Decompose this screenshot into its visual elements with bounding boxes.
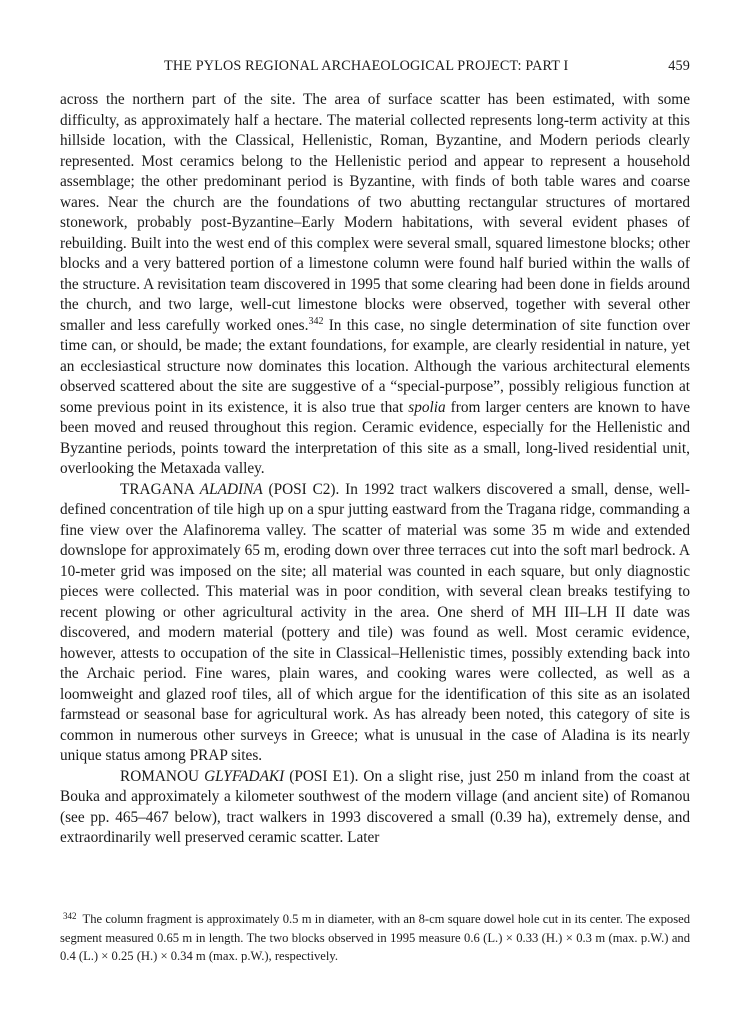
- italic-term: spolia: [408, 398, 446, 416]
- footnote-reference: 342: [308, 315, 324, 327]
- paragraph-continuation: [60, 90, 690, 480]
- body-text: [60, 90, 690, 849]
- text-run: In this case, no single determination of site function over time can, or should, be made; the extant foundations, for example, are clearly residential in nature, yet an ecclesiastical structure now dominates this location. Although the various architectural elements observed scattered about the site are suggestive of a “special-purpose”, possibly religious function at some previous point in its existence, it is also true that: [60, 316, 690, 416]
- footnote-number: 342: [63, 911, 77, 921]
- footnote: [60, 907, 690, 966]
- site-toponym: GLYFADAKI: [204, 767, 285, 785]
- footnote-text: The column fragment is approximately 0.5 m in diameter, with an 8-cm square dowel hole cut in its center. The exposed segment measured 0.65 m in length. The two blocks observed in 1995 measure 0.6 (L.) × 0.33 (H.) × 0.3 m (max. p.W.) and 0.4 (L.) × 0.25 (H.) × 0.34 m (max. p.W.), respectively.: [60, 912, 690, 964]
- paragraph-romanou-glyfadaki: [60, 767, 690, 849]
- running-title: THE PYLOS REGIONAL ARCHAEOLOGICAL PROJECT: PART I: [164, 58, 569, 74]
- text-run: (POSI C2). In 1992 tract walkers discovered a small, dense, well-defined concentration of tile high up on a spur jutting eastward from the Tragana ridge, commanding a fine view over the Alafinorema valley. The scatter of material was some 35 m wide and extended downslope for approximately 65 m, eroding down over three terraces cut into the soft marl bedrock. A 10-meter grid was imposed on the site; all material was counted in each square, but only diagnostic pieces were collected. This material was in poor condition, with several clean breaks testifying to recent plowing or other agricultural activity in the area. One sherd of MH III–LH II date was discovered, and modern material (pottery and tile) was found as well. Most ceramic evidence, however, attests to occupation of the site in Classical–Hellenistic times, possibly extending back into the Archaic period. Fine wares, plain wares, and cooking wares were collected, as well as a loomweight and glazed roof tiles, all of which argue for the identification of this site as an isolated farmstead or seasonal base for agricultural work. As has already been noted, this category of site is common in numerous other surveys in Greece; what is unusual in the case of Aladina is its nearly unique status among PRAP sites.: [60, 480, 691, 764]
- site-village-name: TRAGANA: [120, 480, 194, 498]
- site-village-name: ROMANOU: [120, 767, 200, 785]
- running-head: [60, 58, 690, 76]
- text-run: from larger centers are known to have been moved and reused throughout this region. Ceramic evidence, especially for the Hellenistic and Byzantine periods, points toward the interpretation of this site as a small, long-lived residential unit, overlooking the Metaxada valley.: [60, 398, 690, 477]
- paragraph-tragana-aladina: [60, 480, 690, 767]
- page-number: 459: [668, 58, 690, 74]
- site-toponym: ALADINA: [199, 480, 263, 498]
- text-run: (POSI E1). On a slight rise, just 250 m inland from the coast at Bouka and approximately a kilometer southwest of the modern village (and ancient site) of Romanou (see pp. 465–467 below), tract walkers in 1993 discovered a small (0.39 ha), extremely dense, and extraordinarily well preserved ceramic scatter. Later: [60, 767, 690, 846]
- text-run: across the northern part of the site. The area of surface scatter has been estimated, with some difficulty, as approximately half a hectare. The material collected represents long-term activity at this hillside location, with the Classical, Hellenistic, Roman, Byzantine, and Modern periods clearly represented. Most ceramics belong to the Hellenistic period and appear to represent a household assemblage; the other predominant period is Byzantine, with finds of both table wares and coarse wares. Near the church are the foundations of two abutting rectangular structures of mortared stonework, probably post-Byzantine–Early Modern habitations, with several evident phases of rebuilding. Built into the west end of this complex were several small, squared limestone blocks; other blocks and a very battered portion of a limestone column were found half buried within the walls of the structure. A revisitation team discovered in 1995 that some clearing had been done in fields around the church, and two large, well-cut limestone blocks were observed, together with several other smaller and less carefully worked ones.: [60, 91, 690, 334]
